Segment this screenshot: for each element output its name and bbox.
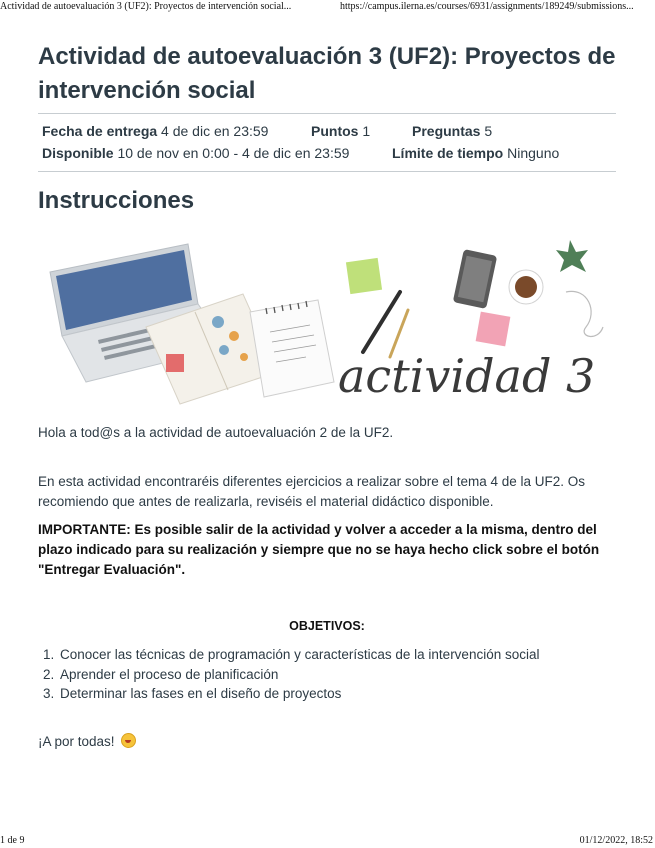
- objective-item: 3. Determinar las fases en el diseño de proyectos: [58, 684, 636, 704]
- points: [311, 123, 370, 139]
- important-notice: IMPORTANTE: Es posible salir de la actividad y volver a acceder a la misma, dentro del plazo indicado para su realización y siempre que no se haya hecho click sobre el botón "Entregar Evaluación".: [38, 522, 600, 577]
- page-number: 1 de 9: [0, 835, 25, 846]
- plant-illustration: [556, 240, 588, 272]
- availability: [42, 145, 349, 161]
- instructions-heading: Instrucciones: [38, 187, 195, 214]
- available-value: 10 de nov en 0:00 - 4 de dic en 23:59: [117, 145, 350, 161]
- grinning-emoji-icon: [121, 733, 136, 748]
- activity-banner-image: [38, 232, 616, 412]
- print-header-url: https://campus.ilerna.es/courses/6931/assignments/189249/submissions...: [340, 1, 634, 12]
- green-sticky-note: [346, 258, 382, 294]
- pink-sticky-note: [476, 312, 511, 347]
- points-value: 1: [362, 123, 371, 139]
- print-datetime: 01/12/2022, 18:52: [579, 835, 653, 846]
- due-date: [42, 123, 268, 139]
- print-header: [0, 0, 655, 14]
- quiz-details: [38, 113, 616, 172]
- greeting-text: Hola a tod@s a la actividad de autoevaluación 2 de la UF2.: [38, 425, 394, 440]
- objectives-heading: OBJETIVOS:: [289, 619, 365, 633]
- questions-label: Preguntas: [412, 123, 481, 139]
- intro-paragraph: En esta actividad encontraréis diferentes ejercicios a realizar sobre el tema 4 de la UF2. Os recomiendo que antes de realizarla, reviséis el material didáctico disponible.: [38, 474, 586, 509]
- due-label: Fecha de entrega: [42, 123, 158, 139]
- closing-line: [38, 732, 623, 752]
- page-title: Actividad de autoevaluación 3 (UF2): Proyectos de intervención social: [38, 43, 616, 104]
- due-value: 4 de dic en 23:59: [161, 123, 269, 139]
- time-limit: [392, 145, 559, 161]
- questions-value: 5: [484, 123, 493, 139]
- objectives-list: [38, 645, 636, 704]
- coffee-cup-illustration: [509, 270, 543, 304]
- banner-text: actividad 3: [338, 349, 596, 403]
- print-footer: [0, 835, 655, 848]
- closing-text: ¡A por todas!: [38, 734, 115, 749]
- time-limit-label: Límite de tiempo: [392, 145, 504, 161]
- phone-illustration: [453, 249, 497, 309]
- time-limit-value: Ninguno: [507, 145, 560, 161]
- questions: [412, 123, 492, 139]
- objective-item: 2. Aprender el proceso de planificación: [58, 665, 636, 685]
- available-label: Disponible: [42, 145, 114, 161]
- print-header-title: Actividad de autoevaluación 3 (UF2): Proyectos de intervención social...: [0, 1, 292, 12]
- objective-item: 1. Conocer las técnicas de programación y características de la intervención social: [58, 645, 636, 665]
- points-label: Puntos: [311, 123, 359, 139]
- notepad-illustration: [250, 300, 334, 397]
